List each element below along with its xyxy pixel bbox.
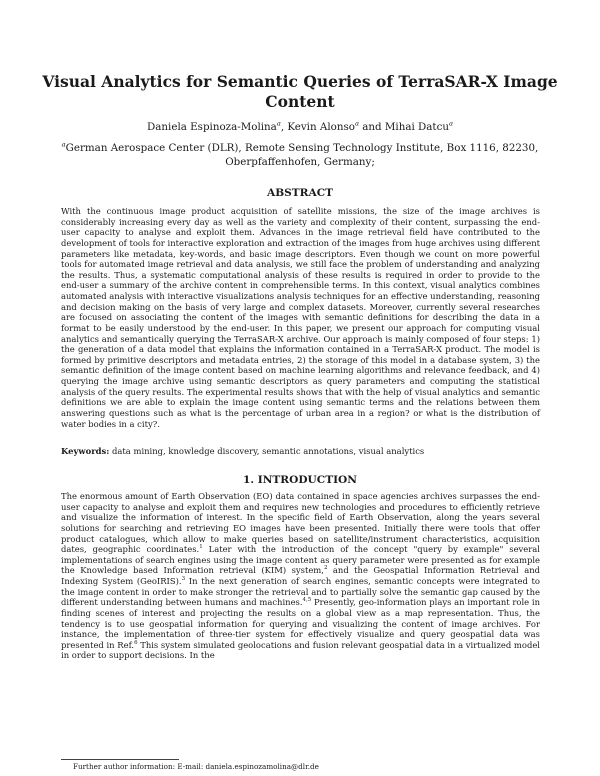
affiliation-mark: a xyxy=(448,119,453,128)
author-separator: , xyxy=(280,121,288,133)
affiliation-mark: a xyxy=(61,140,66,149)
abstract-heading: ABSTRACT xyxy=(266,187,334,199)
introduction-text xyxy=(61,491,540,661)
footnote: Further author information: E-mail: daniela.espinozamolina@dlr.de xyxy=(73,762,319,771)
introduction-heading: 1. INTRODUCTION xyxy=(243,474,357,486)
author-separator: and xyxy=(358,121,385,133)
introduction-text-segment: In the next generation of search engines, semantic concepts were integrated to the image content in order to make stronger the retrieval and to partially solve the semantic gap caused by the different understanding between humans and machines. xyxy=(61,576,540,608)
keywords xyxy=(61,446,540,457)
introduction-text-segment: Presently, geo-information plays an important role in finding scenes of interest and projecting the results on a global view as a map representation. Thus, the tendency is to use geospatial information for querying and visualizing the content of image archives. For instance, the implementation of three-tier system for effectively visualize and query geospatial data was presented in Ref. xyxy=(61,597,540,650)
introduction-text-segment: The enormous amount of Earth Observation (EO) data contained in space agencies archives surpasses the end-user capacity to analyse and exploit them and requires new technologies and procedures to efficiently retrieve and visualize the information of interest. In the specific field of Earth Observation, along the years several solutions for searching and retrieving EO images have been presented. Initially there were tools that offer product catalogues, which allow to make queries based on satellite/instrument characteristics, acquisition dates, geographic coordinates. xyxy=(61,491,540,555)
introduction-text-segment: This system simulated geolocations and fusion relevant geospatial data in a virtualized model in order to support decisions. In the xyxy=(61,639,540,661)
author-affiliation xyxy=(60,141,540,169)
footnote-rule xyxy=(61,759,179,760)
author-name: Daniela Espinoza-Molina xyxy=(147,121,277,133)
paper-title: Visual Analytics for Semantic Queries of TerraSAR-X Image Content xyxy=(42,72,558,111)
author-name: Kevin Alonso xyxy=(287,121,355,133)
citation-marker: 6 xyxy=(134,639,138,646)
author-name: Mihai Datcu xyxy=(384,121,449,133)
author-list xyxy=(40,120,560,134)
affiliation-mark: a xyxy=(276,119,281,128)
keywords-text: data mining, knowledge discovery, semantic annotations, visual analytics xyxy=(112,446,425,456)
citation-marker: 2 xyxy=(323,565,328,572)
citation-marker: 1 xyxy=(199,544,203,551)
affiliation-text: German Aerospace Center (DLR), Remote Sensing Technology Institute, Box 1116, 82230, Oberpfaffenhofen, Germany; xyxy=(65,142,539,168)
abstract-text: With the continuous image product acquisition of satellite missions, the size of the image archives is considerably increasing every day as well as the variety and complexity of their content, surpassing the end-user capacity to analyse and exploit them. Advances in the image retrieval field have contributed to the development of tools for interactive exploration and extraction of the images from huge archives using different parameters like metadata, key-words, and basic image descriptors. Even though we count on more powerful tools for automated image retrieval and data analysis, we still face the problem of understanding and analyzing the results. Thus, a systematic computational analysis of these results is required in order to provide to the end-user a summary of the archive content in comprehensible terms. In this context, visual analytics combines automated analysis with interactive visualizations analysis techniques for an effective understanding, reasoning and decision making on the basis of very large and complex datasets. Moreover, currently several researches are focused on associating the content of the images with semantic definitions for describing the data in a format to be easily understood by the end-user. In this paper, we present our approach for computing visual analytics and semantically querying the TerraSAR-X archive. Our approach is mainly composed of four steps: 1) the generation of a data model that explains the information contained in a TerraSAR-X product. The model is formed by primitive descriptors and metadata entries, 2) the storage of this model in a database system, 3) the semantic definition of the image content based on machine learning algorithms and relevance feedback, and 4) querying the image archive using semantic descriptors as query parameters and computing the statistical analysis of the query results. The experimental results shows that with the help of visual analytics and semantic definitions we are able to explain the image content using semantic terms and the relations between them answering questions such as what is the percentage of urban area in a region? or what is the distribution of water bodies in a city?. xyxy=(61,206,540,429)
keywords-label: Keywords: xyxy=(61,446,110,456)
introduction-text-segment: and the Geospatial Information Retrieval and Indexing System (GeoIRIS). xyxy=(61,565,541,586)
citation-marker: 4,5 xyxy=(302,597,312,604)
introduction-text-segment: Later with the introduction of the concept "query by example" several implementations of search engines using the image content as query parameter were presented as for example the Knowledge based Information retrieval (KIM) system, xyxy=(61,544,540,576)
affiliation-mark: a xyxy=(354,119,359,128)
citation-marker: 3 xyxy=(181,576,186,583)
